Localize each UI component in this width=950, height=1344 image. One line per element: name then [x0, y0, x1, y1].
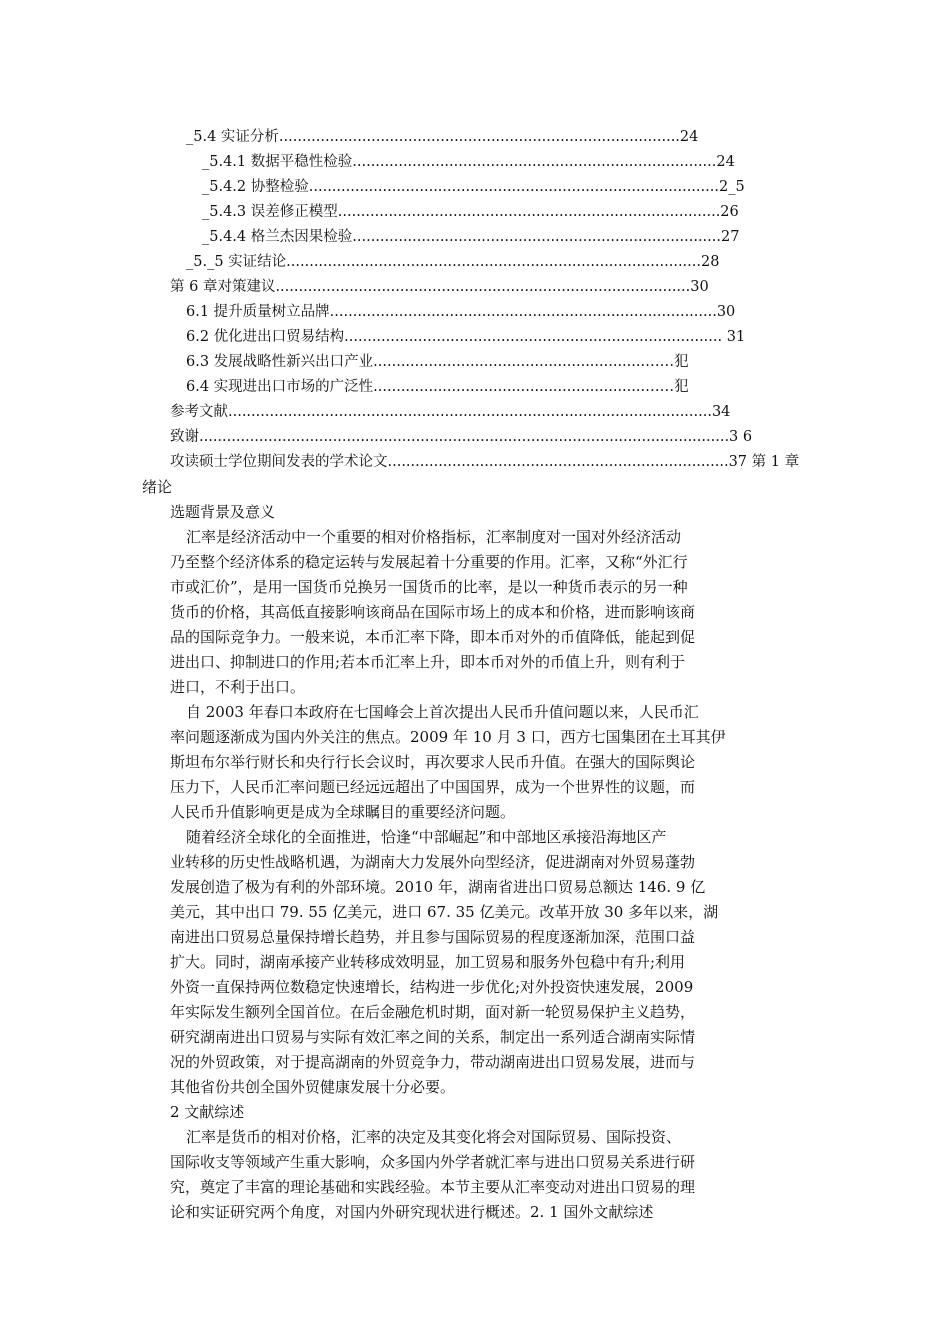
paragraph-line: 发展创造了极为有利的外部环境。2010 年，湖南省进出口贸易总额达 146. 9 亿	[170, 878, 706, 896]
paragraph-line: 率问题逐渐成为国内外关注的焦点。2009 年 10 月 3 口，西方七国集团在土耳其伊	[170, 728, 726, 746]
toc-entry: _5.4.3 误差修正模型...................................................................................26	[202, 204, 739, 220]
paragraph-line: 人民币升值影响更是成为全球瞩目的重要经济问题。	[170, 803, 516, 821]
paragraph-line: 进出口、抑制进口的作用;若本币汇率上升，即本币对外的币值上升，则有利于	[170, 653, 686, 671]
toc-entry: _5.4.1 数据平稳性检验...............................................................................24	[202, 154, 735, 170]
paragraph-line: 外资一直保持两位数稳定快速增长，结构进一步优化;对外投资快速发展，2009	[170, 978, 694, 996]
toc-entry: 攻读硕士学位期间发表的学术论文..........................................................................37 第 1 章	[170, 454, 800, 470]
paragraph-line: 乃至整个经济体系的稳定运转与发展起着十分重要的作用。汇率，又称“外汇行	[170, 553, 688, 571]
toc-entry: _5.4.4 格兰杰因果检验................................................................................27	[202, 229, 740, 245]
paragraph-line: 进口，不利于出口。	[170, 678, 306, 696]
toc-entry: 致谢...................................................................................................................3 6	[170, 429, 753, 445]
section-title: 2 文献综述	[170, 1103, 245, 1121]
paragraph-line: 南进出口贸易总量保持增长趋势，并且参与国际贸易的程度逐渐加深，范围口益	[170, 928, 696, 946]
paragraph-line: 况的外贸政策，对于提高湖南的外贸竞争力，带动湖南进出口贸易发展，进而与	[170, 1053, 696, 1071]
toc-entry: _5.4 实证分析.......................................................................................24	[186, 129, 699, 145]
toc-entry: 6.1 提升质量树立品牌....................................................................................30	[186, 304, 736, 320]
toc-entry: _5._5 实证结论..........................................................................................28	[186, 254, 720, 270]
paragraph-line: 品的国际竞争力。一般来说，本币汇率下降，即本币对外的币值降低，能起到促	[170, 628, 696, 646]
toc-entry: _5.4.2 协整检验.........................................................................................2_5	[202, 179, 745, 195]
paragraph-line: 美元，其中出口 79. 55 亿美元，进口 67. 35 亿美元。改革开放 30 多年以来，湖	[170, 903, 719, 921]
paragraph-line: 汇率是经济活动中一个重要的相对价格指标，汇率制度对一国对外经济活动	[186, 528, 682, 546]
paragraph-line: 市或汇价”，是用一国货币兑换另一国货币的比率，是以一种货币表示的另一种	[170, 578, 688, 596]
paragraph-line: 年实际发生额列全国首位。在后金融危机时期，面对新一轮贸易保护主义趋势，	[170, 1003, 696, 1021]
chapter-title: 绪论	[142, 478, 173, 496]
toc-entry: 6.2 优化进出口贸易结构.................................................................................. 31	[186, 329, 746, 345]
paragraph-line: 货币的价格，其高低直接影响该商品在国际市场上的成本和价格，进而影响该商	[170, 603, 696, 621]
paragraph-line: 扩大。同时，湖南承接产业转移成效明显，加工贸易和服务外包稳中有升;利用	[170, 953, 686, 971]
toc-entry: 6.3 发展战略性新兴出口产业...........................................................……犯	[186, 354, 689, 370]
paragraph-line: 随着经济全球化的全面推进，恰逢“中部崛起”和中部地区承接沿海地区产	[186, 828, 667, 846]
paragraph-line: 自 2003 年春口本政府在七国峰会上首次提出人民币升值问题以来，人民币汇	[186, 703, 699, 721]
toc-entry: 6.4 实现进出口市场的广泛性...........................................................……犯	[186, 379, 689, 395]
toc-entry: 参考文献.........................................................................................................34	[170, 404, 731, 420]
paragraph-line: 国际收支等领域产生重大影响，众多国内外学者就汇率与进出口贸易关系进行研	[170, 1153, 696, 1171]
paragraph-line: 斯坦布尔举行财长和央行行长会议时，再次要求人民币升值。在强大的国际舆论	[170, 753, 696, 771]
paragraph-line: 研究湖南进出口贸易与实际有效汇率之间的关系，制定出一系列适合湖南实际情	[170, 1028, 696, 1046]
paragraph-line: 论和实证研究两个角度，对国内外研究现状进行概述。2. 1 国外文献综述	[170, 1203, 654, 1221]
paragraph-line: 汇率是货币的相对价格，汇率的决定及其变化将会对国际贸易、国际投资、	[186, 1128, 682, 1146]
paragraph-line: 业转移的历史性战略机遇，为湖南大力发展外向型经济，促进湖南对外贸易蓬勃	[170, 853, 696, 871]
section-title: 选题背景及意义	[170, 503, 276, 521]
toc-entry: 第 6 章对策建议..........................................................................................30	[170, 279, 709, 295]
paragraph-line: 压力下，人民币汇率问题已经远远超出了中国国界，成为一个世界性的议题，而	[170, 778, 696, 796]
paragraph-line: 其他省份共创全国外贸健康发展十分必要。	[170, 1078, 456, 1096]
paragraph-line: 究，奠定了丰富的理论基础和实践经验。本节主要从汇率变动对进出口贸易的理	[170, 1178, 696, 1196]
